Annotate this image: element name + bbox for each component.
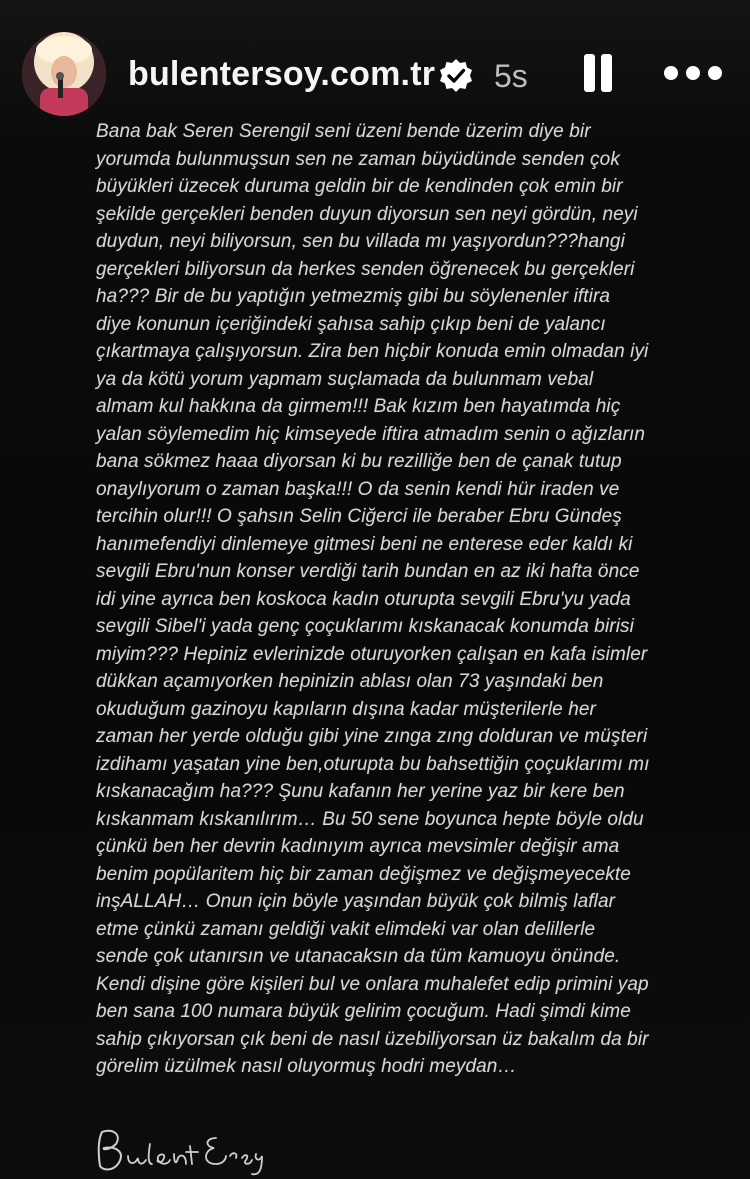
- account-username[interactable]: bulentersoy.com.tr: [128, 55, 436, 93]
- more-dot: [686, 66, 700, 80]
- more-options-icon[interactable]: [664, 60, 722, 88]
- pause-icon[interactable]: [578, 52, 618, 96]
- handwritten-signature: [92, 1124, 282, 1179]
- more-dot: [708, 66, 722, 80]
- post-content: [96, 118, 716, 1118]
- story-header: [0, 0, 750, 120]
- profile-photo: [22, 32, 106, 116]
- pause-bar-left: [584, 54, 595, 92]
- more-dot: [664, 66, 678, 80]
- avatar[interactable]: [22, 32, 106, 116]
- elapsed-time: 5s: [494, 58, 528, 94]
- post-text: Bana bak Seren Serengil seni üzeni bende üzerim diye bir yorumda bulunmuşsun sen ne zaman büyüdünde senden çok büyükleri üzecek duruma geldin bir de kendinden çok emin bir şekilde gerçekleri benden duyun diyorsun sen neyi gördün, neyi duydun, neyi biliyorsun, sen bu villada mı yaşıyordun???hangi gerçekleri biliyorsun da herkes senden öğrenecek bu gerçekleri ha??? Bir de bu yaptığın yetmezmiş gibi bu söylenenler iftira diye konunun içeriğindeki şahısa sahip çıkıp beni de yalancı çıkartmaya çalışıyorsun. Zira ben hiçbir konuda emin olmadan iyi ya da kötü yorum yapmam suçlamada da bulunmam vebal almam kul hakkına da girmem!!! Bak kızım ben hayatımda hiç yalan söylemedim hiç kimseyede iftira atmadım senin o ağızların bana sökmez haaa diyorsan ki bu rezilliğe ben de çanak tutup onaylıyorum o zaman başka!!! O da senin kendi hür iraden ve tercihin olur!!! O şahsın Selin Ciğerci ile beraber Ebru Gündeş hanımefendiyi dinlemeye gitmesi beni ne enterese eder kaldı ki sevgili Ebru'nun konser verdiği tarih bundan en az iki hafta önce idi yine ayrıca ben koskoca kadın oturupta sevgili Ebru'yu yada sevgili Sibel'i yada genç çoçuklarımı kıskanacak konumda birisi miyim??? Hepiniz evlerinizde oturuyorken çalışan en kafa isimler dükkan açamıyorken hepinizin ablası olan 73 yaşındaki ben okuduğum gazinoyu kapıların dışına kadar müşterilerle her zaman her yerde olduğu gibi yine zınga zıng dolduran ve müşteri izdihamı yaşatan yine ben,oturupta bu bahsettiğin çoçuklarımı mı kıskanacağım ha??? Şunu kafanın her yerine yaz bir kere ben kıskanmam kıskanılırım… Bu 50 sene boyunca hepte böyle oldu çünkü ben her devrin kadınıyım ayrıca mevsimler değişir ama benim popülaritem hiç bir zaman değişmez ve değişmeyecekte inşALLAH… Onun için böyle yaşından büyük çok bilmiş laflar etme çünkü zamanı geldiği vakit elimdeki var olan delillerle sende çok utanırsın ve utanacaksın da tüm kamuoyu önünde. Kendi dişine göre kişileri bul ve onlara muhalefet edip primini yap ben sana 100 numara büyük gelirim çocuğum. Hadi şimdi kime sahip çıkıyorsan çık beni de nasıl üzebiliyorsan üz bakalım da bir görelim üzülmek nasıl oluyormuş hodri meydan…: [96, 121, 650, 1077]
- verified-badge-icon: [438, 58, 474, 94]
- pause-bar-right: [601, 54, 612, 92]
